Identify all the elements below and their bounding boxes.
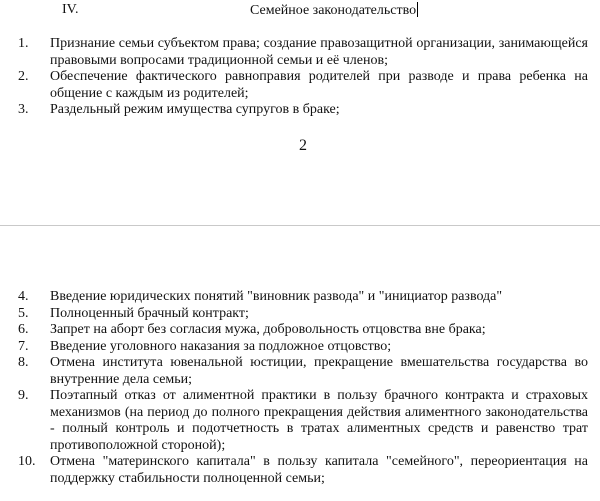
list-item-text: Обеспечение фактического равноправия родителей при разводе и права ребенка на общение с каждым из родителей;	[50, 69, 588, 101]
section-header	[0, 2, 600, 22]
text-cursor	[417, 2, 418, 17]
section-number: IV.	[62, 2, 79, 17]
list-item-text: Введение уголовного наказания за подложное отцовство;	[50, 338, 392, 354]
list-item-text: Признание семьи субъектом права; создание правозащитной организации, занимающейся правовыми вопросами традиционной семьи и её членов;	[50, 36, 588, 68]
list-item-number: 1.	[18, 36, 29, 51]
list-item	[0, 36, 600, 69]
numbered-list-bottom	[0, 289, 600, 487]
section-title[interactable]	[250, 2, 418, 19]
list-item-text: Введение юридических понятий "виновник развода" и "инициатор развода"	[50, 289, 503, 304]
list-item	[0, 339, 600, 356]
list-item-text: Отмена "материнского капитала" в пользу капитала "семейного", переориентация на поддержку стабильности полноценной семьи;	[50, 454, 588, 486]
list-item-text: Раздельный режим имущества супругов в браке;	[50, 102, 340, 117]
list-item	[0, 306, 600, 323]
list-item-number: 2.	[18, 69, 29, 84]
list-item-text: Полноценный брачный контракт;	[50, 305, 249, 321]
list-item-text: Поэтапный отказ от алиментной практики в пользу брачного контракта и страховых механизмов (на период до полного прекращения действия алиментного законодательства - полный контроль и подотчетность в тратах алиментных средств и равенство трат противоположной стороной);	[50, 388, 588, 453]
list-item-text: Запрет на аборт без согласия мужа, добровольность отцовства вне брака;	[50, 322, 486, 337]
list-item-number: 4.	[18, 289, 29, 304]
list-item-number: 8.	[18, 355, 29, 370]
list-item-number: 10.	[18, 454, 36, 469]
list-item-text: Отмена института ювенальной юстиции, прекращение вмешательства государства во внутренние дела семьи;	[50, 355, 588, 387]
list-item-number: 9.	[18, 388, 29, 403]
list-item-number: 7.	[18, 338, 29, 354]
list-item	[0, 355, 600, 388]
list-item-number: 3.	[18, 102, 29, 117]
list-item-number: 6.	[18, 322, 29, 337]
list-item-number: 5.	[18, 305, 29, 321]
numbered-list-top	[0, 36, 600, 119]
list-item	[0, 322, 600, 339]
list-item	[0, 388, 600, 454]
page-number: 2	[299, 137, 307, 154]
list-item	[0, 454, 600, 487]
document-page-bottom	[0, 226, 600, 501]
document-page-top	[0, 0, 600, 225]
list-item	[0, 102, 600, 119]
list-item	[0, 289, 600, 306]
section-title-text: Семейное законодательство	[250, 3, 417, 18]
list-item	[0, 69, 600, 102]
